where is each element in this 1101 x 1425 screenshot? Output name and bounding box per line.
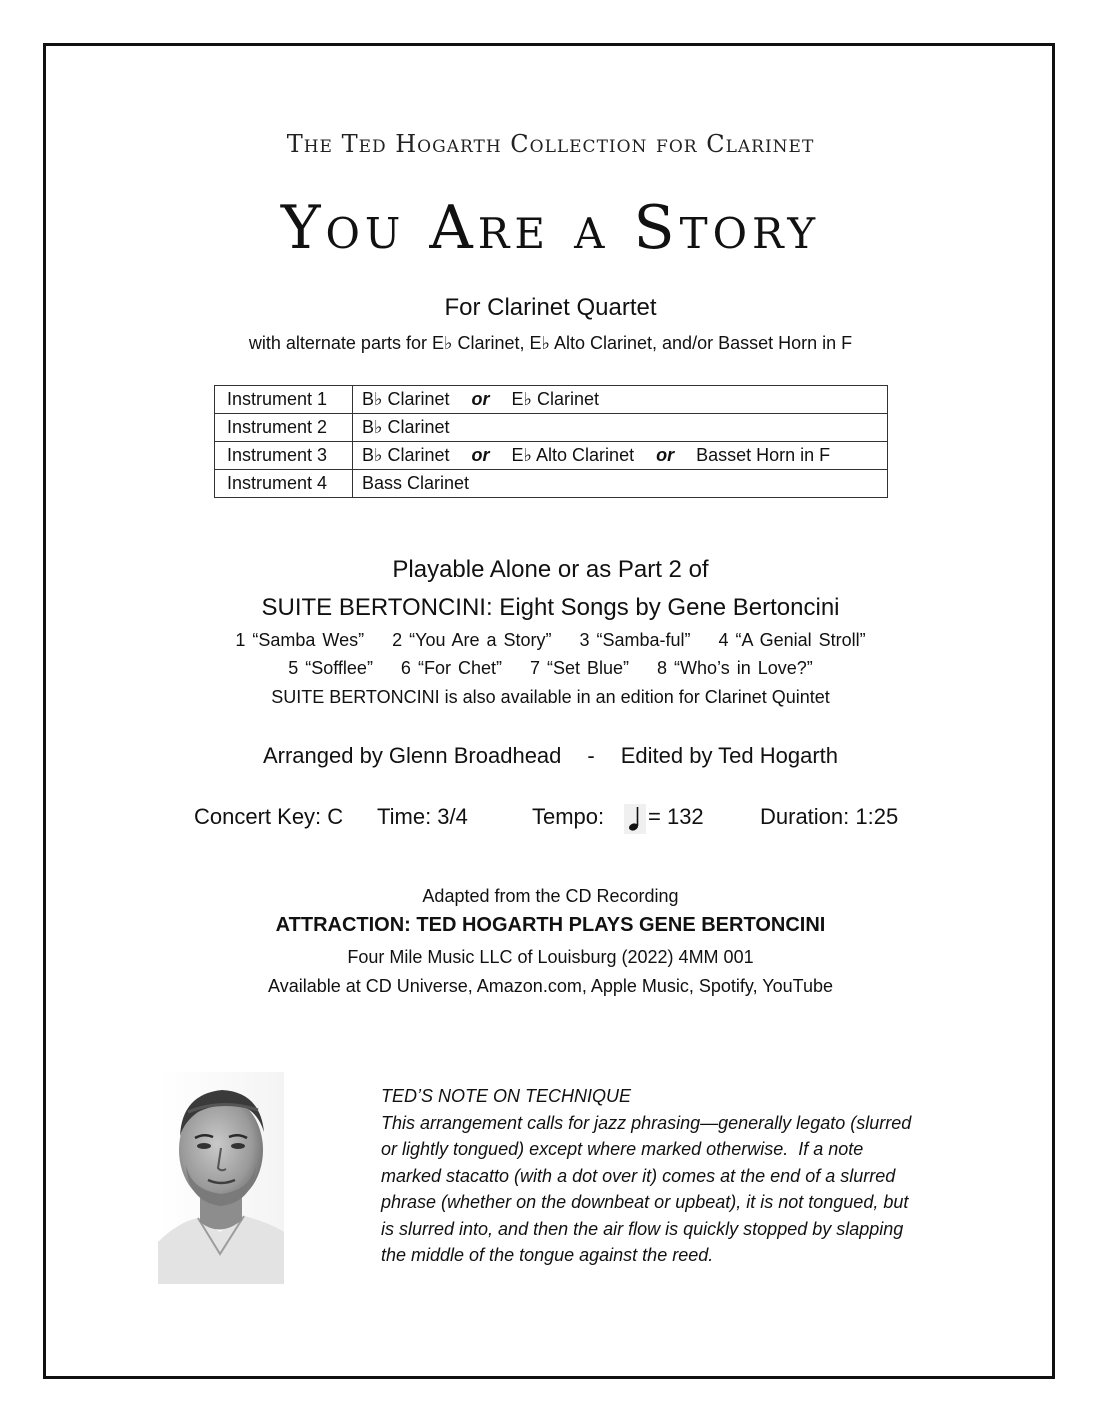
technique-line: marked stacatto (with a dot over it) comes at the end of a slurred	[381, 1165, 896, 1186]
technique-heading: TED’S NOTE ON TECHNIQUE	[381, 1086, 632, 1106]
instrument-option: Bass Clarinet	[362, 473, 470, 493]
arranger: Arranged by Glenn Broadhead	[262, 743, 562, 768]
instrument-label: Instrument 2	[215, 414, 353, 442]
song-list-line-2: 5 “Sofflee” 6 “For Chet” 7 “Set Blue” 8 “Who’s in Love?”	[288, 658, 813, 678]
alternate-parts-note: with alternate parts for E♭ Clarinet, E♭ Alto Clarinet, and/or Basset Horn in F	[248, 333, 853, 353]
page-title: You Are a Story	[280, 193, 821, 263]
instrument-option: B♭ Clarinet	[362, 417, 450, 437]
instrument-option: B♭ Clarinet	[362, 389, 450, 409]
technique-line: the middle of the tongue against the reed.	[381, 1245, 714, 1265]
technique-note	[381, 1083, 981, 1269]
table-row	[215, 470, 888, 498]
tempo-value: = 132	[648, 804, 704, 829]
series-title: The Ted Hogarth Collection for Clarinet	[286, 130, 815, 158]
editor: Edited by Ted Hogarth	[620, 743, 839, 768]
playable-note: Playable Alone or as Part 2 of	[392, 556, 709, 583]
instrument-label: Instrument 4	[215, 470, 353, 498]
table-row	[215, 386, 888, 414]
adapted-note: Adapted from the CD Recording	[422, 886, 679, 906]
or-word: or	[471, 445, 490, 465]
instrument-label: Instrument 1	[215, 386, 353, 414]
instrument-option: E♭ Clarinet	[511, 389, 600, 409]
credit-separator: -	[587, 743, 595, 768]
instrument-options	[353, 442, 888, 470]
duration: Duration: 1:25	[760, 804, 899, 829]
author-photo	[158, 1072, 284, 1284]
quarter-note-icon	[624, 804, 646, 840]
technique-line: phrase (whether on the downbeat or upbeat), it is not tongued, but	[381, 1192, 909, 1212]
credits-line	[0, 743, 1101, 769]
record-label-info: Four Mile Music LLC of Louisburg (2022) 4MM 001	[347, 947, 754, 967]
instrument-option: E♭ Alto Clarinet	[511, 445, 635, 465]
technique-line: This arrangement calls for jazz phrasing—generally legato (slurred	[381, 1112, 912, 1133]
instrument-label: Instrument 3	[215, 442, 353, 470]
suite-title: SUITE BERTONCINI: Eight Songs by Gene Bertoncini	[261, 594, 840, 621]
or-word: or	[656, 445, 675, 465]
instrument-option: Basset Horn in F	[696, 445, 831, 465]
subtitle: For Clarinet Quartet	[444, 294, 657, 321]
technique-line: or lightly tongued) except where marked otherwise. If a note	[381, 1139, 864, 1159]
instrument-table	[214, 385, 888, 498]
technique-line: is slurred into, and then the air flow is quickly stopped by slapping	[381, 1218, 904, 1239]
instrument-option: B♭ Clarinet	[362, 445, 450, 465]
song-list-line-1: 1 “Samba Wes” 2 “You Are a Story” 3 “Samba-ful” 4 “A Genial Stroll”	[235, 630, 866, 650]
table-row	[215, 414, 888, 442]
suite-availability: SUITE BERTONCINI is also available in an edition for Clarinet Quintet	[271, 687, 830, 707]
instrument-options	[353, 414, 888, 442]
time-signature: Time: 3/4	[377, 804, 468, 829]
album-title: ATTRACTION: TED HOGARTH PLAYS GENE BERTONCINI	[275, 914, 826, 936]
or-word: or	[471, 389, 490, 409]
concert-key: Concert Key: C	[194, 804, 344, 829]
table-row	[215, 442, 888, 470]
tempo-label: Tempo:	[532, 804, 605, 829]
instrument-options	[353, 386, 888, 414]
store-availability: Available at CD Universe, Amazon.com, Apple Music, Spotify, YouTube	[268, 976, 833, 996]
instrument-options	[353, 470, 888, 498]
